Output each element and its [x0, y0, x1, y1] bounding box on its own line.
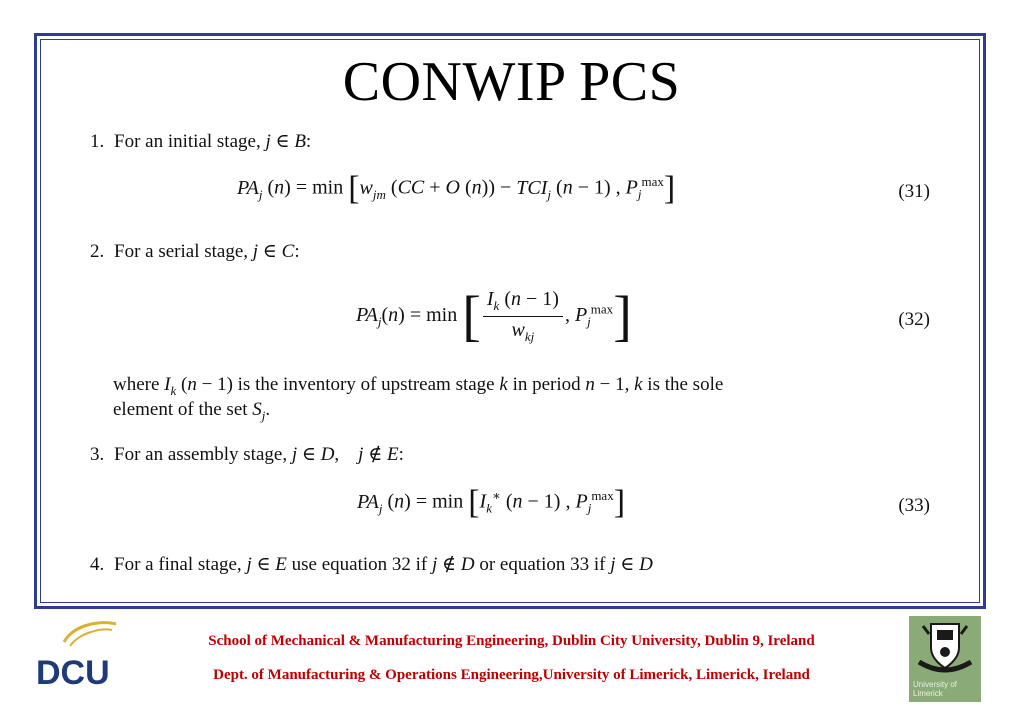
list-item-4: 4. For a final stage, j ∈ E use equation 32 if j ∉ D or equation 33 if j ∈ D [90, 554, 653, 575]
equation-32: $PA_j(n) = \min$ [ $\frac{I_k (n - 1)}{w_{kj}}$ , $P_j^{max}$] [356, 285, 632, 348]
list-item-number: 3. [90, 444, 105, 465]
ul-logo-caption: University of Limerick [913, 680, 958, 698]
slide-title: CONWIP PCS [342, 51, 681, 113]
list-item-1: 1. For an initial stage, j ∈ B: [90, 131, 312, 152]
list-item-2: 2. For a serial stage, j ∈ C: [90, 241, 300, 262]
list-item-number: 2. [90, 241, 105, 262]
list-item-3: 3. For an assembly stage, j ∈ D, j ∉ E: [90, 444, 404, 465]
footer-line-1: School of Mechanical & Manufacturing Engineering, Dublin City University, Dublin 9, Ireland [208, 633, 815, 649]
list-item-number: 4. [90, 554, 105, 575]
equation-33: $PA_j$ $(n) = \min [I_k^∗$ (n − 1) , $P_j^{max}$] [357, 484, 626, 521]
equation-number-32: (32) [898, 309, 930, 330]
equation-number-31: (31) [898, 181, 930, 202]
equation-number-33: (33) [898, 495, 930, 516]
university-of-limerick-logo [909, 616, 981, 702]
list-item-number: 1. [90, 131, 105, 152]
where-text-line-1: where $I_k$ (n − 1) is the inventory of upstream stage k in period n − 1, k is the sole [113, 374, 724, 398]
equation-31: $PA_j$ $(n) = \min [w_{jm}$ (CC + O $(n)) - TCI_j$ (n − 1) , $P_j^{max}$] [237, 170, 676, 207]
crest-icon [909, 616, 981, 678]
footer-line-2: Dept. of Manufacturing & Operations Engineering,University of Limerick, Limerick, Ireland [213, 667, 810, 683]
where-text-line-2: element of the set $S_j$. [113, 399, 271, 423]
dcu-logo-text: DCU [36, 654, 110, 690]
